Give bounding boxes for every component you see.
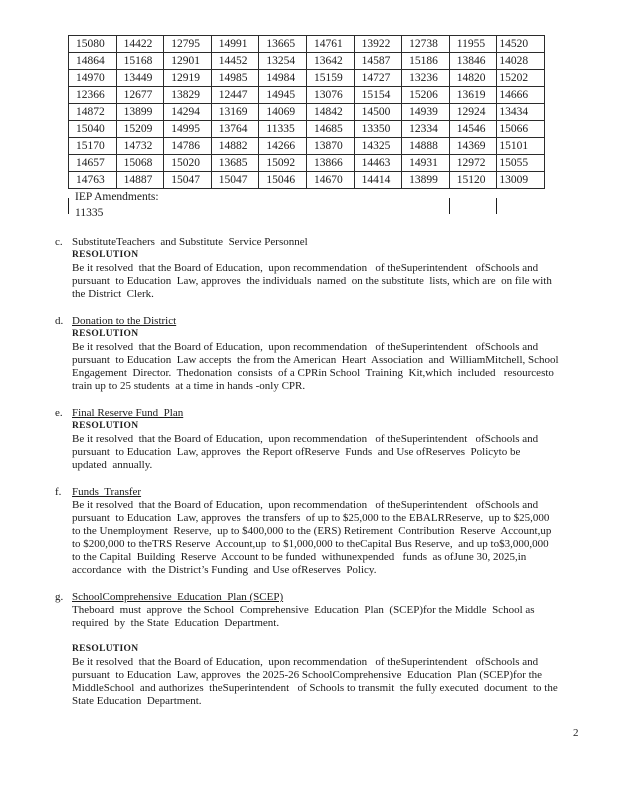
table-cell: 13764: [211, 121, 259, 138]
table-cell: 12366: [69, 87, 117, 104]
table-cell: 15055: [497, 155, 545, 172]
item-title: Donation to the District: [72, 315, 177, 327]
item-content: [72, 407, 595, 472]
table-cell: 15047: [164, 172, 212, 189]
table-cell: 13169: [211, 104, 259, 121]
table-cell: 13922: [354, 36, 402, 53]
table-cell: 15159: [306, 70, 354, 87]
table-cell: 12677: [116, 87, 164, 104]
table-cell: 14685: [306, 121, 354, 138]
column-divider: [449, 198, 450, 214]
body-line: pursuant to Education Law accepts the from the American Heart Association and WilliamMitchell, School: [72, 354, 559, 366]
table-cell: 14500: [354, 104, 402, 121]
table-row: [69, 138, 545, 155]
table-cell: 12795: [164, 36, 212, 53]
table-cell: 13236: [402, 70, 450, 87]
table-cell: 13866: [306, 155, 354, 172]
page-number: 2: [573, 727, 579, 739]
item-content: [72, 236, 595, 301]
table-row: [69, 36, 545, 53]
item-title: Final Reserve Fund Plan: [72, 407, 184, 419]
body-line: Be it resolved that the Board of Education, upon recommendation of theSuperintendent ofSchools and: [72, 656, 539, 668]
table-cell: 14587: [354, 53, 402, 70]
table-cell: 12919: [164, 70, 212, 87]
table-row: [69, 155, 545, 172]
table-row: [69, 53, 545, 70]
iep-amendments-value: 11335: [75, 207, 104, 219]
table-cell: 14970: [69, 70, 117, 87]
body-line: required by the State Education Department.: [72, 617, 280, 629]
table-cell: 15168: [116, 53, 164, 70]
table-cell: 13665: [259, 36, 307, 53]
body-line: MiddleSchool and authorizes theSuperintendent of Schools to transmit the fully executed document to the: [72, 682, 558, 694]
body-line: the District Clerk.: [72, 288, 154, 300]
table-cell: 14931: [402, 155, 450, 172]
table-cell: 14369: [449, 138, 497, 155]
item-letter: f.: [55, 486, 62, 498]
body-line: Be it resolved that the Board of Education, upon recommendation of theSuperintendent ofSchools and: [72, 433, 539, 445]
table-cell: 14945: [259, 87, 307, 104]
item-content: [72, 486, 595, 577]
agenda-item: [55, 486, 595, 577]
item-letter: d.: [55, 315, 64, 327]
table-cell: 14727: [354, 70, 402, 87]
table-cell: 14657: [69, 155, 117, 172]
table-cell: 15202: [497, 70, 545, 87]
table-cell: 14325: [354, 138, 402, 155]
iep-amendments-section: [68, 189, 545, 223]
table-cell: 13076: [306, 87, 354, 104]
table-cell: 12738: [402, 36, 450, 53]
table-cell: 14414: [354, 172, 402, 189]
resolution-heading: RESOLUTION: [72, 644, 139, 654]
table-cell: 15047: [211, 172, 259, 189]
table-row: [69, 104, 545, 121]
table-cell: 13449: [116, 70, 164, 87]
table-cell: 14995: [164, 121, 212, 138]
table-cell: 15206: [402, 87, 450, 104]
table-cell: 14864: [69, 53, 117, 70]
table-cell: 12924: [449, 104, 497, 121]
enrollment-numbers-table: [68, 35, 545, 189]
table-cell: 14266: [259, 138, 307, 155]
body-line: Be it resolved that the Board of Education, upon recommendation of theSuperintendent ofSchools and: [72, 499, 539, 511]
paragraph-gap: [72, 630, 595, 643]
table-row: [69, 121, 545, 138]
body-line: to the Capital Building Reserve Account to be funded withunexpended funds as ofJune 30, 2025,in: [72, 551, 527, 563]
table-cell: 14732: [116, 138, 164, 155]
body-line: pursuant to Education Law, approves the individuals named on the substitute lists, which are on file with: [72, 275, 552, 287]
item-title: SchoolComprehensive Education Plan (SCEP): [72, 591, 284, 603]
table-cell: 14666: [497, 87, 545, 104]
resolution-heading: RESOLUTION: [72, 421, 139, 431]
table-cell: 12901: [164, 53, 212, 70]
table-cell: 14452: [211, 53, 259, 70]
table-cell: 13254: [259, 53, 307, 70]
table-cell: 13829: [164, 87, 212, 104]
numbers-table-body: [69, 36, 545, 189]
table-cell: 15154: [354, 87, 402, 104]
table-cell: 14294: [164, 104, 212, 121]
table-cell: 14463: [354, 155, 402, 172]
column-divider: [68, 198, 69, 214]
table-cell: 11955: [449, 36, 497, 53]
agenda-item: [55, 236, 595, 301]
table-cell: 14842: [306, 104, 354, 121]
table-cell: 15186: [402, 53, 450, 70]
body-line: Theboard must approve the School Comprehensive Education Plan (SCEP)for the Middle School as: [72, 604, 535, 616]
table-cell: 14985: [211, 70, 259, 87]
table-cell: 14820: [449, 70, 497, 87]
item-letter: c.: [55, 236, 63, 248]
table-cell: 14520: [497, 36, 545, 53]
table-cell: 12334: [402, 121, 450, 138]
table-cell: 13899: [116, 104, 164, 121]
table-cell: 14939: [402, 104, 450, 121]
table-cell: 14069: [259, 104, 307, 121]
table-cell: 15092: [259, 155, 307, 172]
table-cell: 14028: [497, 53, 545, 70]
agenda-item: [55, 407, 595, 472]
table-cell: 14991: [211, 36, 259, 53]
body-line: updated annually.: [72, 459, 153, 471]
table-cell: 13642: [306, 53, 354, 70]
table-cell: 14786: [164, 138, 212, 155]
table-cell: 14761: [306, 36, 354, 53]
table-cell: 15066: [497, 121, 545, 138]
table-row: [69, 87, 545, 104]
agenda-item: [55, 591, 595, 708]
table-cell: 15120: [449, 172, 497, 189]
item-title: SubstituteTeachers and Substitute Service Personnel: [72, 236, 308, 248]
item-letter: e.: [55, 407, 63, 419]
table-cell: 11335: [259, 121, 307, 138]
table-cell: 14984: [259, 70, 307, 87]
table-cell: 14422: [116, 36, 164, 53]
item-letter: g.: [55, 591, 64, 603]
body-line: pursuant to Education Law, approves the 2025-26 SchoolComprehensive Education Plan (SCEP)for the: [72, 669, 543, 681]
item-title: Funds Transfer: [72, 486, 142, 498]
table-row: [69, 172, 545, 189]
resolution-heading: RESOLUTION: [72, 250, 139, 260]
table-cell: 13846: [449, 53, 497, 70]
table-cell: 12972: [449, 155, 497, 172]
table-cell: 13685: [211, 155, 259, 172]
body-line: Engagement Director. Thedonation consists of a CPRin School Training Kit,which included resourcesto: [72, 367, 554, 379]
table-cell: 14872: [69, 104, 117, 121]
table-cell: 13434: [497, 104, 545, 121]
table-cell: 13350: [354, 121, 402, 138]
body-line: train up to 25 students at a time in hands -only CPR.: [72, 380, 306, 392]
table-cell: 15209: [116, 121, 164, 138]
iep-amendments-label: IEP Amendments:: [75, 191, 159, 203]
table-cell: 12447: [211, 87, 259, 104]
table-cell: 15101: [497, 138, 545, 155]
body-line: Be it resolved that the Board of Education, upon recommendation of theSuperintendent ofSchools and: [72, 341, 539, 353]
table-cell: 14888: [402, 138, 450, 155]
body-line: pursuant to Education Law, approves the transfers of up to $25,000 to the EBALRReserve, up to $25,000: [72, 512, 550, 524]
table-cell: 15046: [259, 172, 307, 189]
table-cell: 14546: [449, 121, 497, 138]
table-cell: 15080: [69, 36, 117, 53]
table-cell: 14763: [69, 172, 117, 189]
body-line: pursuant to Education Law, approves the Report ofReserve Funds and Use ofReserves Policyto be: [72, 446, 521, 458]
table-cell: 15040: [69, 121, 117, 138]
table-cell: 13870: [306, 138, 354, 155]
table-cell: 15170: [69, 138, 117, 155]
body-line: accordance with the District’s Funding and Use ofReserves Policy.: [72, 564, 377, 576]
body-line: to $200,000 to theTRS Reserve Account,up to $1,000,000 to theCapital Bus Reserve, and up to$3,000,000: [72, 538, 549, 550]
item-content: [72, 315, 595, 393]
table-cell: 13899: [402, 172, 450, 189]
column-divider: [496, 198, 497, 214]
table-cell: 15068: [116, 155, 164, 172]
table-cell: 13009: [497, 172, 545, 189]
agenda-item: [55, 315, 595, 393]
table-cell: 15020: [164, 155, 212, 172]
item-content: [72, 591, 595, 708]
body-line: to the Unemployment Reserve, up to $400,000 to the (ERS) Retirement Contribution Reserve Account,up: [72, 525, 552, 537]
table-cell: 13619: [449, 87, 497, 104]
table-cell: 14670: [306, 172, 354, 189]
table-row: [69, 70, 545, 87]
body-line: Be it resolved that the Board of Education, upon recommendation of theSuperintendent ofSchools and: [72, 262, 539, 274]
table-cell: 14882: [211, 138, 259, 155]
resolution-heading: RESOLUTION: [72, 329, 139, 339]
body-line: State Education Department.: [72, 695, 202, 707]
table-cell: 14887: [116, 172, 164, 189]
agenda-items: [55, 236, 595, 722]
